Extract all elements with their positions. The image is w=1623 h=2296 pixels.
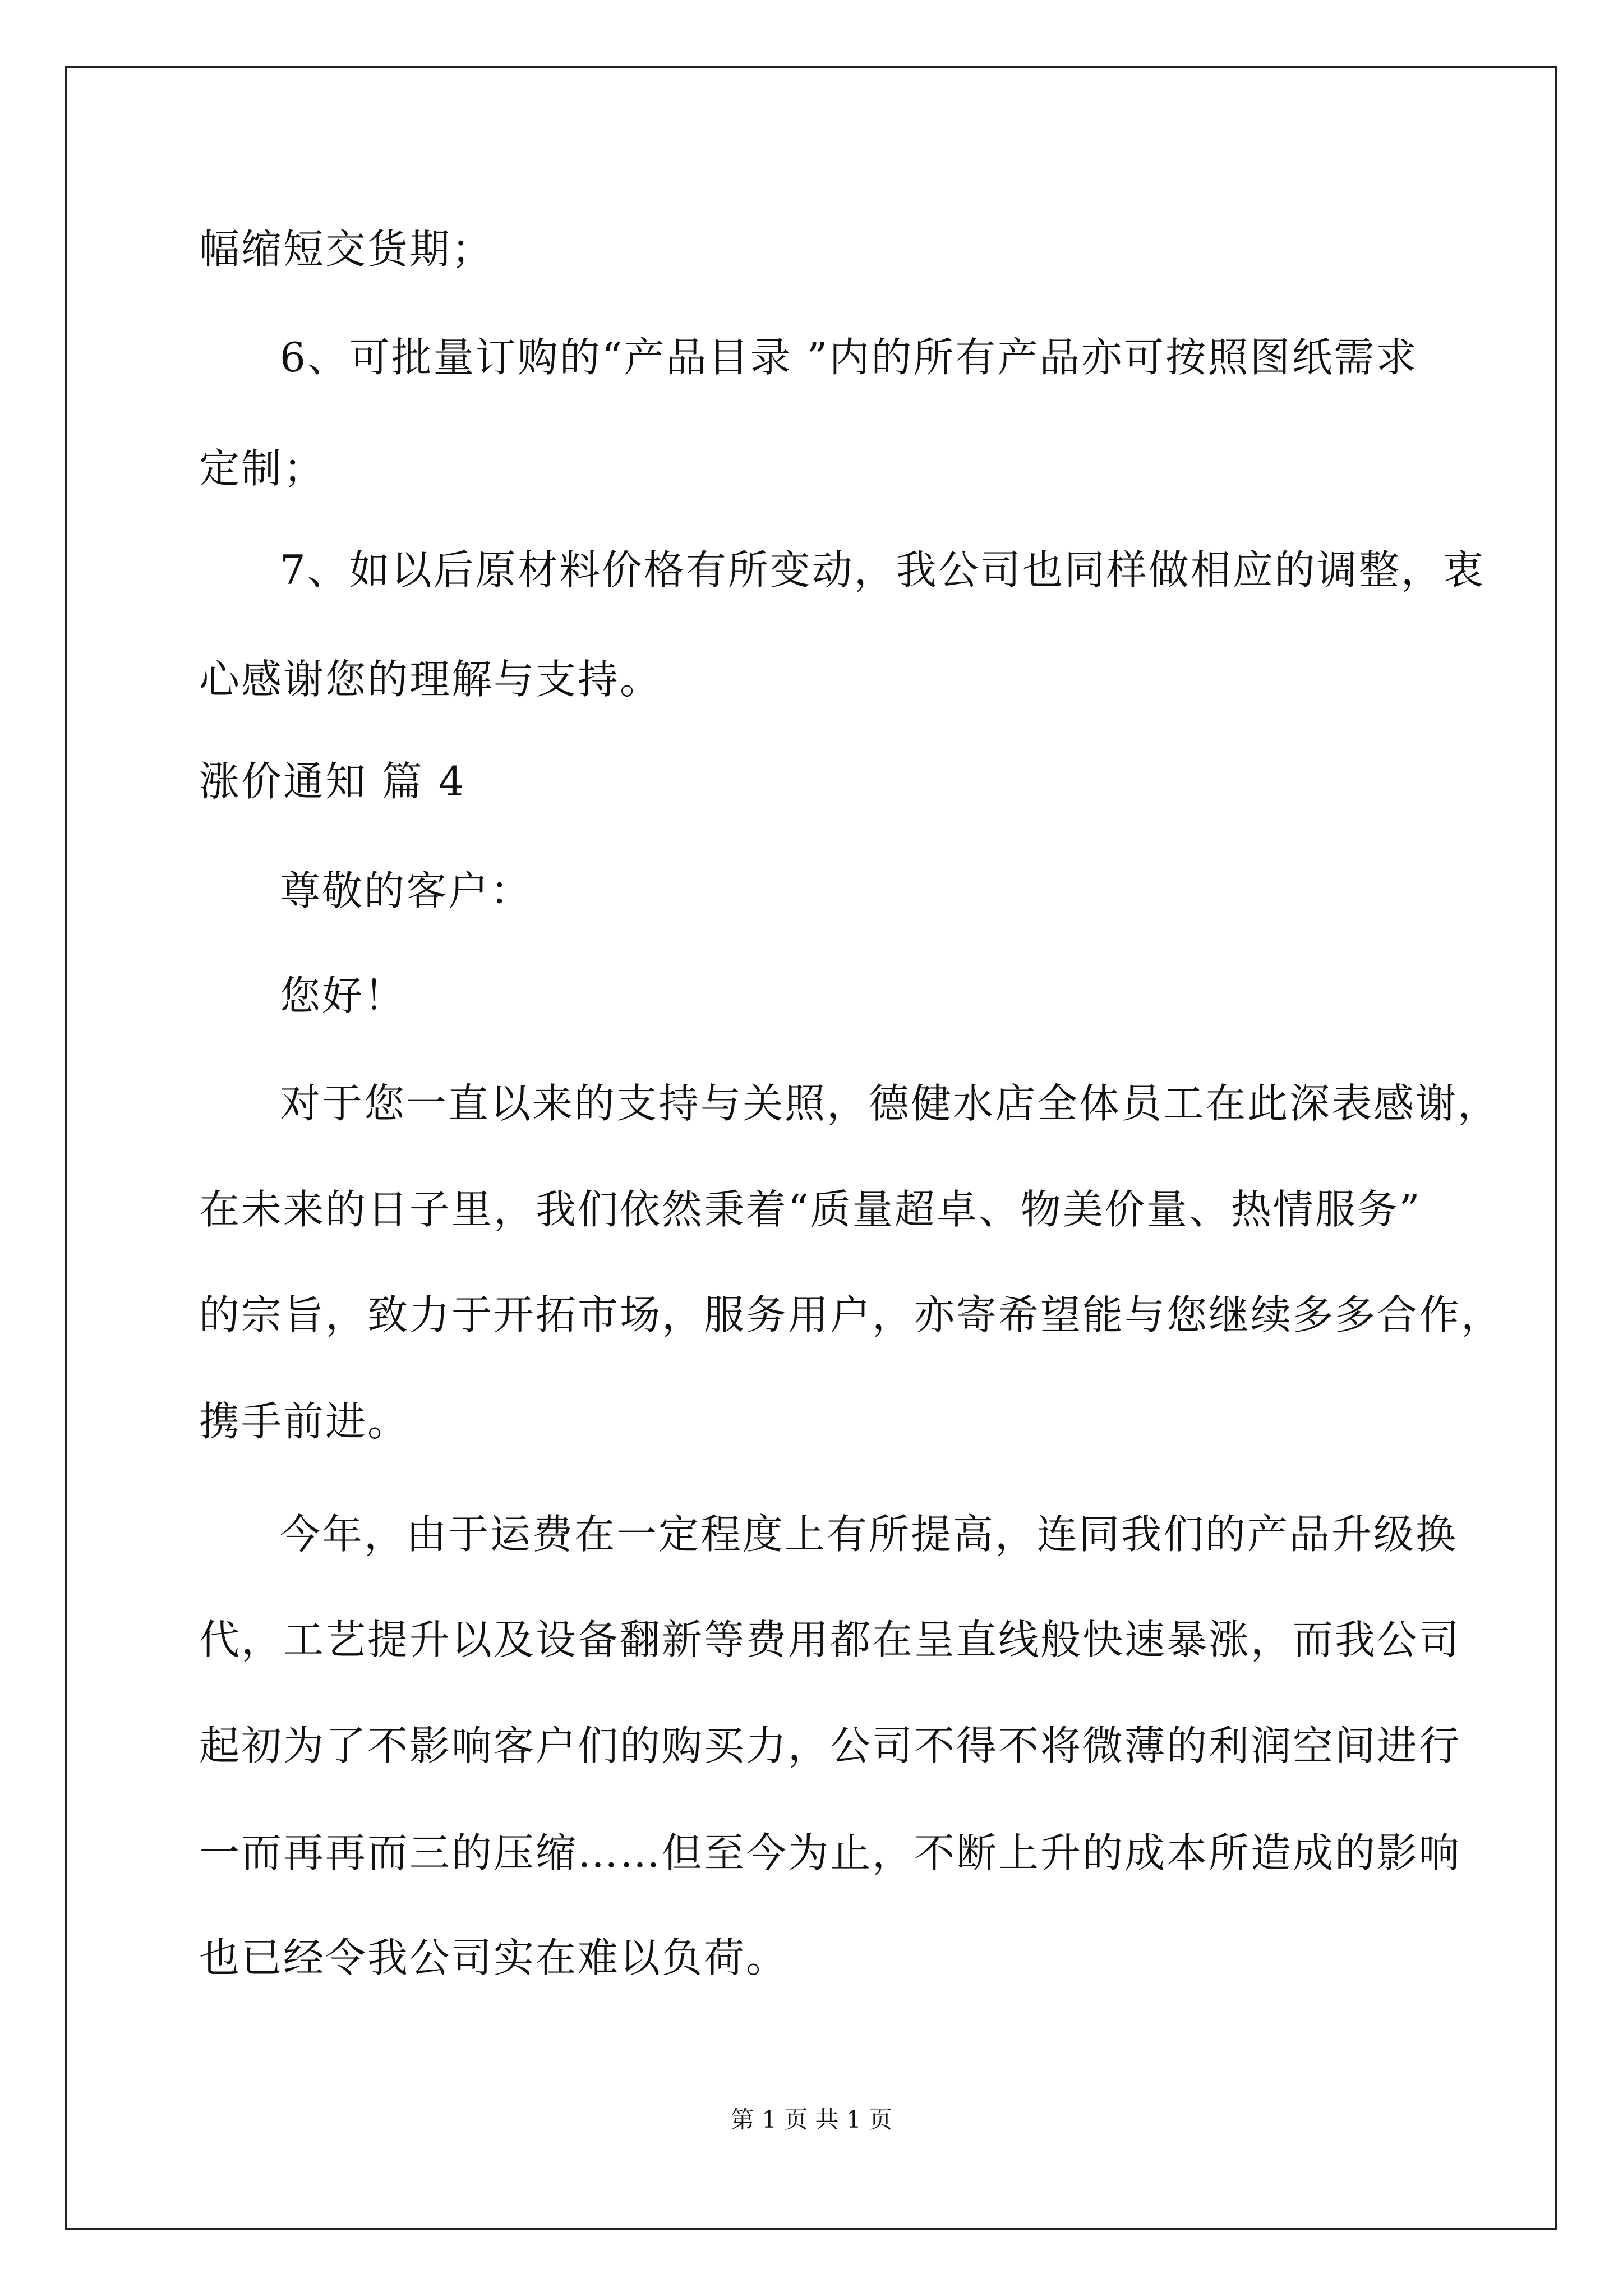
text-line: 7、如以后原材料价格有所变动，我公司也同样做相应的调整，衷 bbox=[280, 546, 1485, 593]
text-line: 一而再再而三的压缩……但至今为止，不断上升的成本所造成的影响 bbox=[199, 1829, 1461, 1876]
text-line: 也已经令我公司实在难以负荷。 bbox=[199, 1934, 789, 1981]
text-line: 携手前进。 bbox=[199, 1398, 410, 1445]
page-border bbox=[65, 66, 1557, 2230]
page-footer: 第 1 页 共 1 页 bbox=[730, 2106, 893, 2133]
text-line: 的宗旨，致力于开拓市场，服务用户，亦寄希望能与您继续多多合作， bbox=[199, 1291, 1504, 1338]
text-line: 定制； bbox=[199, 445, 326, 492]
text-line: 代，工艺提升以及设备翻新等费用都在呈直线般快速暴涨，而我公司 bbox=[199, 1616, 1461, 1663]
text-line: 对于您一直以来的支持与关照，德健水店全体员工在此深表感谢， bbox=[280, 1080, 1500, 1127]
text-line: 起初为了不影响客户们的购买力，公司不得不将微薄的利润空间进行 bbox=[199, 1722, 1461, 1769]
text-line: 心感谢您的理解与支持。 bbox=[199, 656, 662, 703]
section-heading: 涨价通知 篇 4 bbox=[199, 758, 466, 805]
text-line: 幅缩短交货期； bbox=[199, 226, 494, 273]
text-line: 在未来的日子里，我们依然秉着“质量超卓、物美价量、热情服务” bbox=[199, 1186, 1422, 1233]
salutation: 尊敬的客户： bbox=[280, 867, 533, 914]
text-line: 今年，由于运费在一定程度上有所提高，连同我们的产品升级换 bbox=[280, 1511, 1458, 1558]
text-line: 6、可批量订购的“产品目录 ”内的所有产品亦可按照图纸需求 bbox=[280, 334, 1418, 381]
greeting: 您好！ bbox=[280, 972, 407, 1019]
